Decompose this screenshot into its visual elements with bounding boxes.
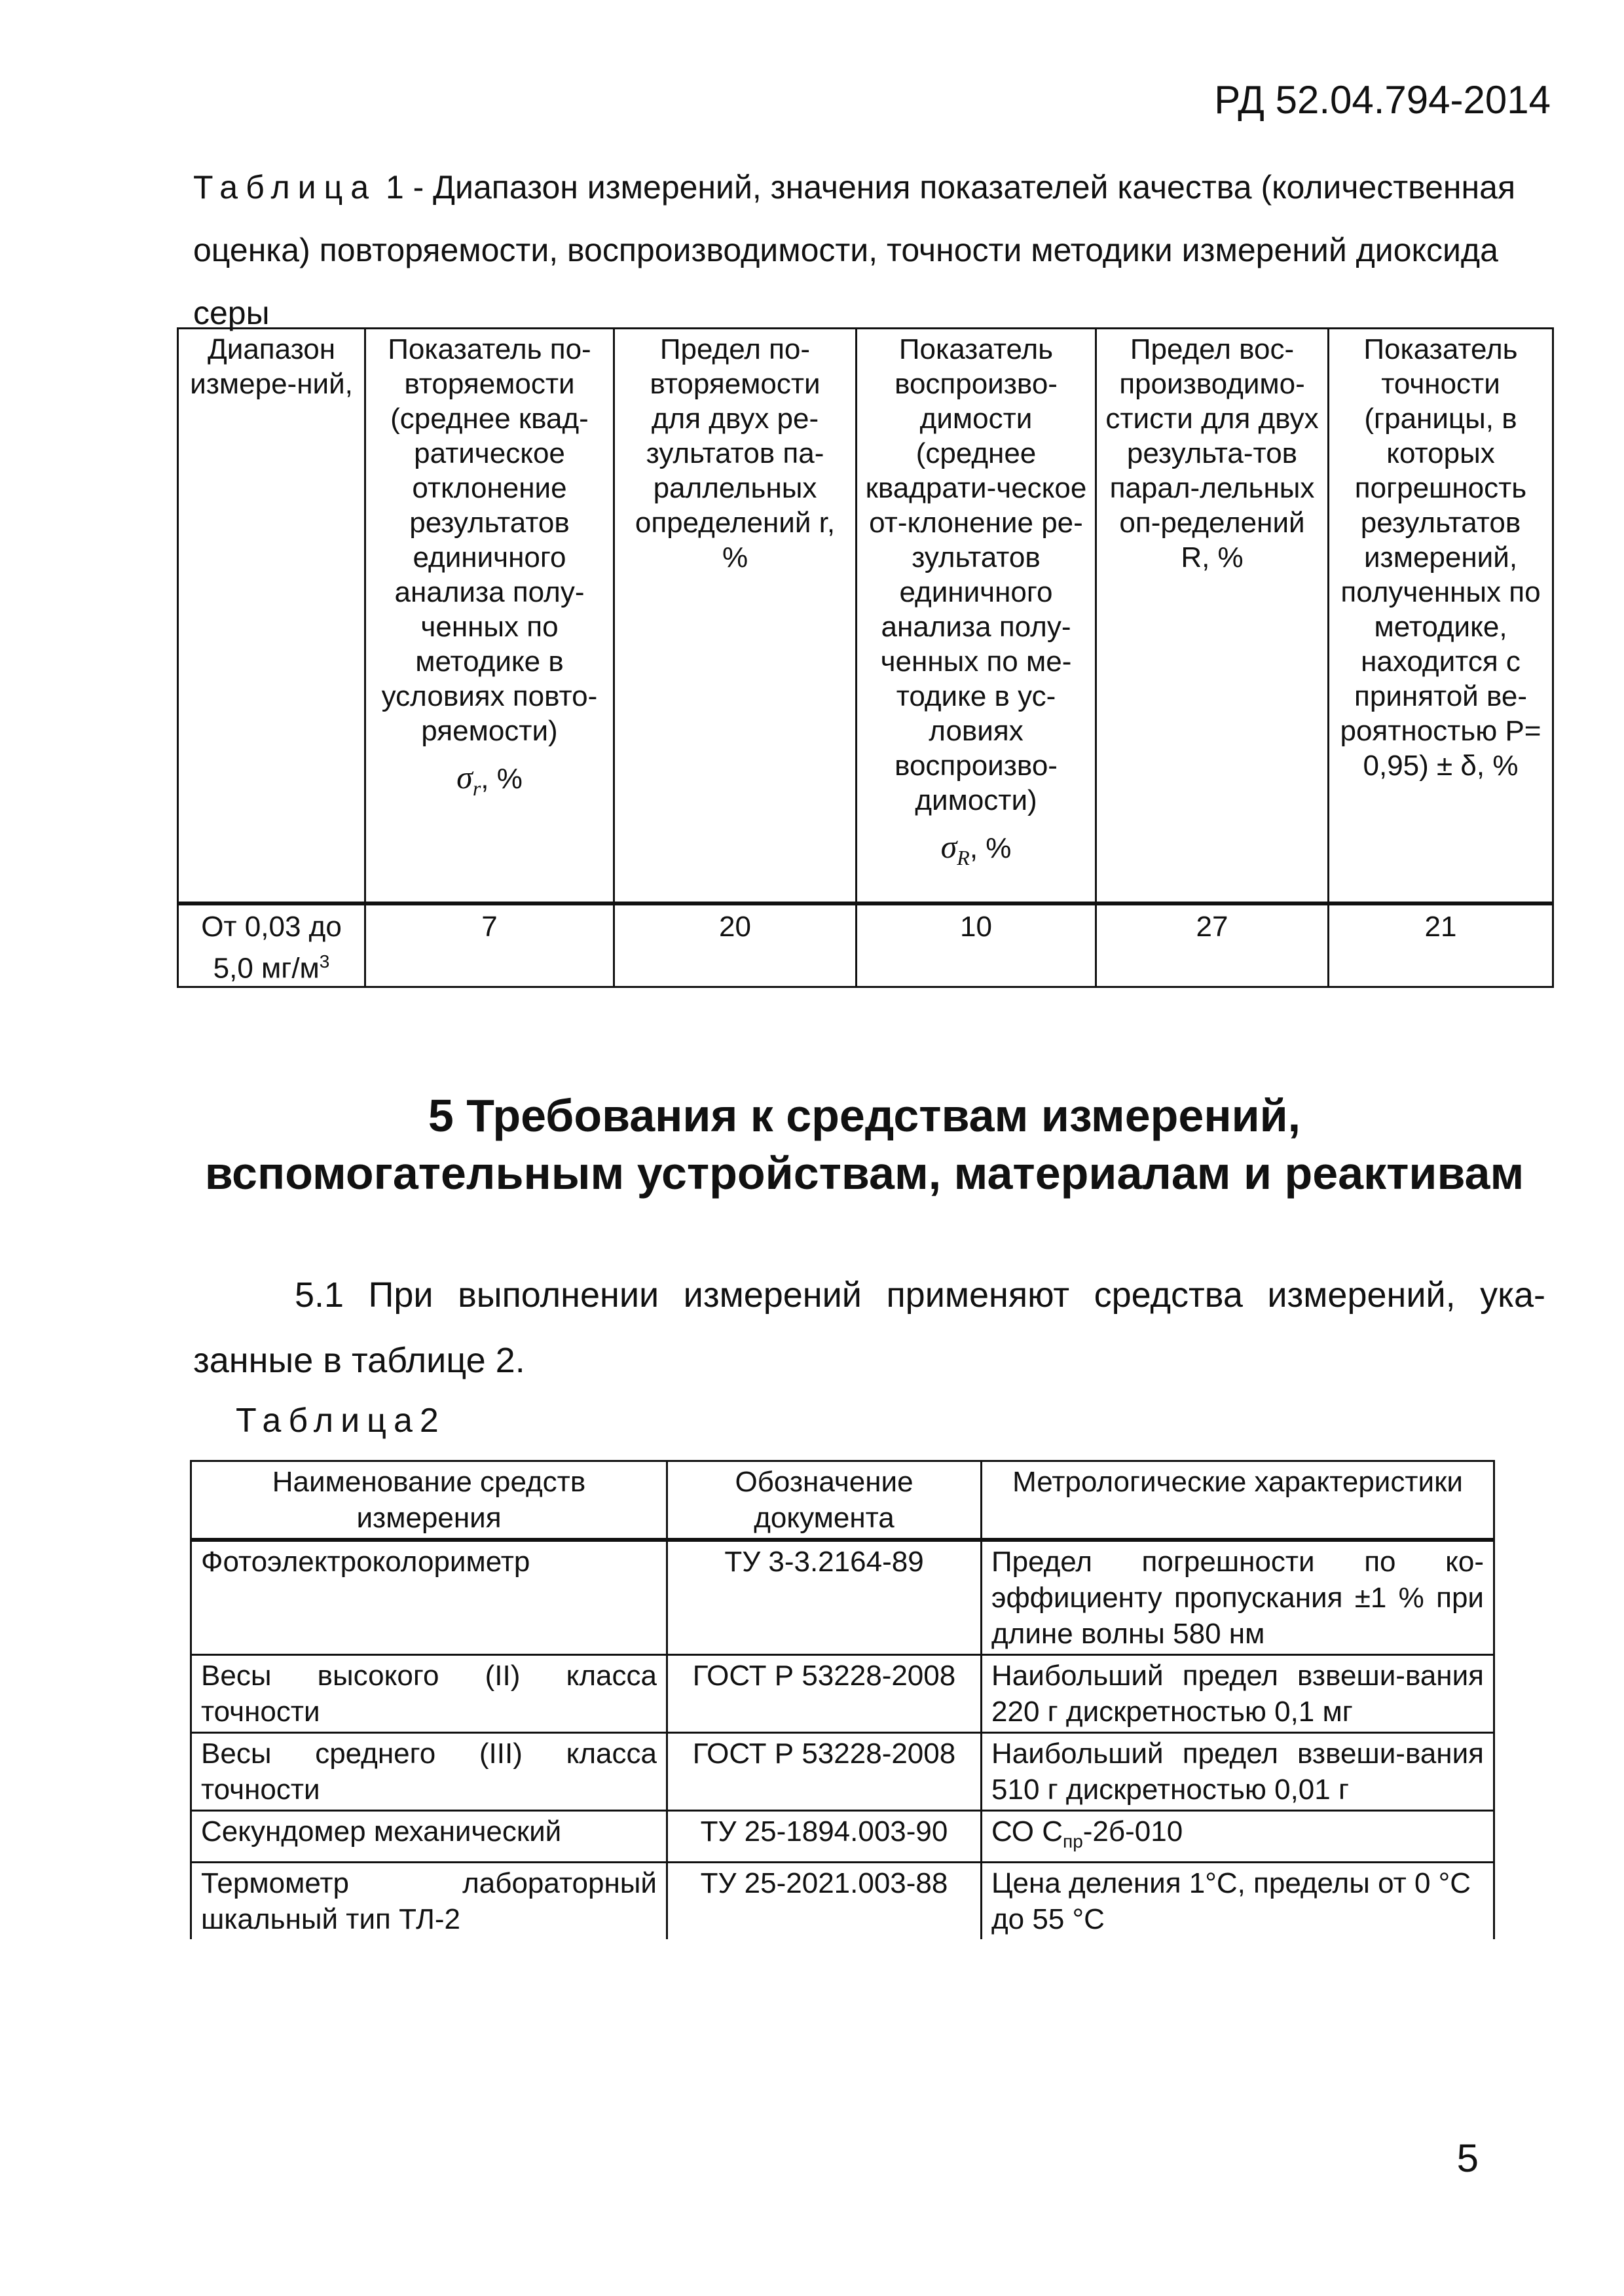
- table1-caption-lead: Таблица: [193, 169, 377, 206]
- table1-header-row: [178, 329, 1553, 904]
- table1-header-cell: [857, 329, 1096, 904]
- table1-header-text: Показатель воспроизво-димости (среднее квадрати-ческое от-клонение ре-зультатов единичного анализа полу-ченных по ме-тодике в ус-ловиях воспроизво-димости): [865, 333, 1087, 816]
- table-row: [191, 1862, 1494, 1939]
- table1-data-row: [178, 903, 1553, 987]
- table-row: [191, 1540, 1494, 1655]
- document-designation: ТУ 3-3.2164-89: [667, 1540, 982, 1655]
- table1-caption: [193, 156, 1550, 344]
- table-row: [191, 1811, 1494, 1863]
- instrument-name: Секундомер механический: [191, 1811, 667, 1863]
- page-number: 5: [1456, 2136, 1479, 2180]
- table1-header-text: Показатель по-вторяемости (среднее квад-ратическое отклонение результатов единичного анализа полу-ченных по методике в условиях повто-ряемости): [381, 333, 598, 747]
- table2: [190, 1460, 1495, 1939]
- metrological-spec: Цена деления 1°С, пределы от 0 °С до 55 °С: [982, 1862, 1494, 1939]
- table1-range-cell: От 0,03 до 5,0 $мг/м^3$: [178, 903, 365, 987]
- table2-header-cell: Метрологические характеристики: [982, 1461, 1494, 1540]
- table1-header-cell: Показатель точности (границы, в которых погрешность результатов измерений, полученных по методике, находится с принятой ве-роятностью P= 0,95) ± δ, %: [1329, 329, 1553, 904]
- table1-header-cell: Диапазон измере-ний,: [178, 329, 365, 904]
- sigma-r-symbol: $\sigma_r$, %: [456, 759, 523, 800]
- section-5-title-line: 5 Требования к средствам измерений,: [428, 1090, 1301, 1141]
- table2-header-row: [191, 1461, 1494, 1540]
- document-designation: ТУ 25-2021.003-88: [667, 1862, 982, 1939]
- instrument-name: Весы среднего (III) класса точности: [191, 1733, 667, 1811]
- section-5-title-line: вспомогательным устройствам, материалам и реактивам: [204, 1148, 1524, 1199]
- table1: [177, 327, 1554, 988]
- document-code: РД 52.04.794-2014: [1214, 78, 1551, 122]
- table-row: [191, 1655, 1494, 1733]
- instrument-name: Термометр лабораторный шкальный тип ТЛ-2: [191, 1862, 667, 1939]
- metrological-spec: СО $С_{пр}-2б-010$: [982, 1811, 1494, 1863]
- table1-value-cell: 10: [857, 903, 1096, 987]
- document-designation: ТУ 25-1894.003-90: [667, 1811, 982, 1863]
- table1-value-cell: 27: [1096, 903, 1329, 987]
- instrument-name: Весы высокого (II) класса точности: [191, 1655, 667, 1733]
- table1-header-cell: Предел по-вторяемости для двух ре-зультатов па-раллельных определений r, %: [614, 329, 857, 904]
- table1-header-cell: Предел вос-производимо-стиcти для двух результа-тов парал-лельных оп-ределений R, %: [1096, 329, 1329, 904]
- table1-value-cell: 20: [614, 903, 857, 987]
- metrological-spec: Наибольший предел взвеши-вания 220 г дискретностью 0,1 мг: [982, 1655, 1494, 1733]
- table2-header-cell: Обозначение документа: [667, 1461, 982, 1540]
- metrological-spec: Наибольший предел взвеши-вания 510 г дискретностью 0,01 г: [982, 1733, 1494, 1811]
- table1-value-cell: 7: [365, 903, 614, 987]
- table-row: [191, 1733, 1494, 1811]
- paragraph-5-1: 5.1 При выполнении измерений применяют средства измерений, ука-занные в таблице 2.: [193, 1275, 1545, 1380]
- table2-header-cell: Наименование средств измерения: [191, 1461, 667, 1540]
- sigma-R-symbol: $\sigma_R$, %: [940, 828, 1012, 869]
- instrument-name: Фотоэлектроколориметр: [191, 1540, 667, 1655]
- table2-caption: Таблица2: [236, 1402, 446, 1440]
- document-designation: ГОСТ Р 53228-2008: [667, 1733, 982, 1811]
- table1-caption-text: 1 - Диапазон измерений, значения показателей качества (количественная оценка) повторяемости, воспроизводимости, точности методики измерений диоксида серы: [193, 169, 1516, 331]
- section-5-heading: [177, 1087, 1552, 1202]
- document-designation: ГОСТ Р 53228-2008: [667, 1655, 982, 1733]
- table1-header-cell: [365, 329, 614, 904]
- table1-value-cell: 21: [1329, 903, 1553, 987]
- metrological-spec: Предел погрешности по ко-эффициенту пропускания ±1 % при длине волны 580 нм: [982, 1540, 1494, 1655]
